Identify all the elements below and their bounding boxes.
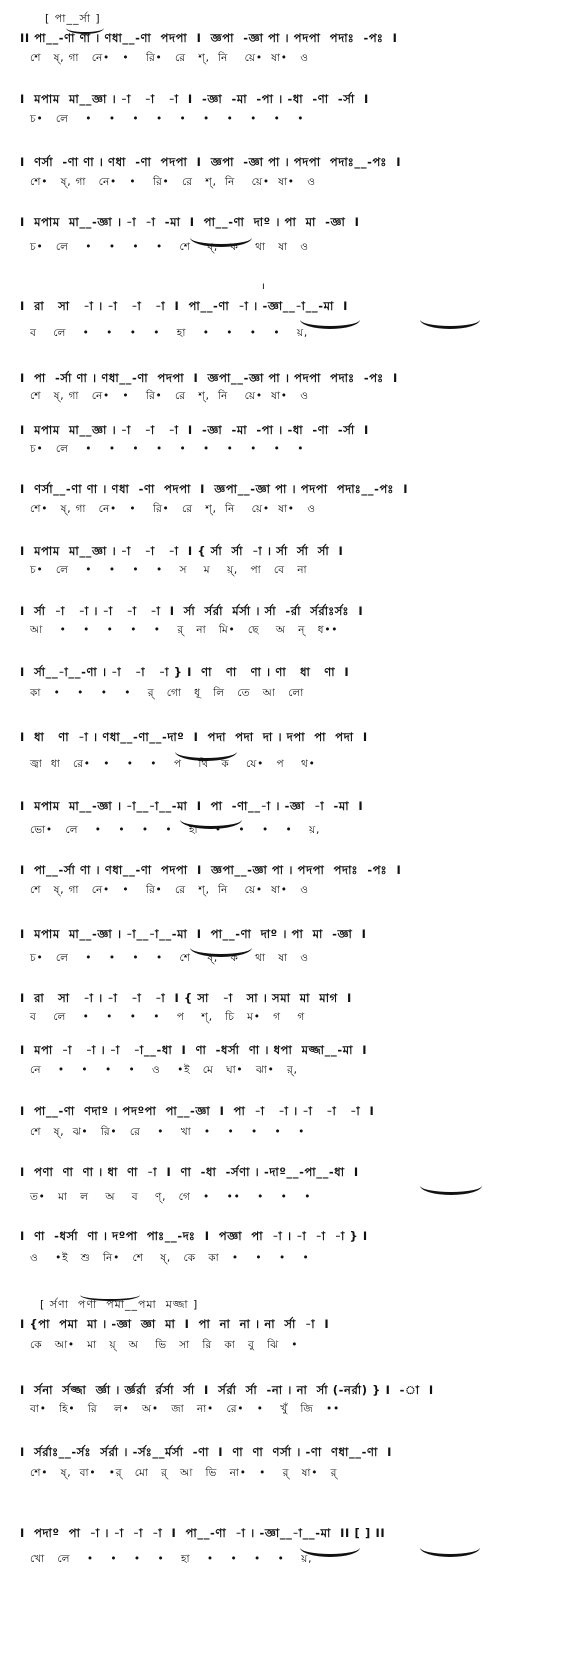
lyrics-line: ব লে • • • • হা • • • • য়, xyxy=(30,327,309,339)
notes-line: I রা সা -া । -া -া -া I { সা -া সা । সমা মা মাগ I xyxy=(20,991,352,1005)
intro-bracket: [ পা__র্সা ] xyxy=(45,12,101,25)
lyrics-line: শে• ষ্, গা নে• • রি• রে শ্, নি য়ে• ষা• ও xyxy=(30,176,316,188)
lyrics-line: শে• ষ্, গা নে• • রি• রে শ্, নি য়ে• ষা• ও xyxy=(30,503,316,515)
lyrics-line: শে ষ্, ঝ• রি• রে • খা • • • • • xyxy=(30,1126,306,1138)
lyrics-line: শে• ষ্, বা• •র্ মো র্ আ ভি না• • র্ ষা• র্ xyxy=(30,1467,338,1479)
notes-line: I মপাম মা__-জ্ঞা । -া -া -মা I পা__-ণা দাº । পা মা -জ্ঞা I xyxy=(20,215,360,229)
slur-arc xyxy=(190,228,252,247)
notes-line: I রা সা -া । -া -া -া I পা__-ণা -া । -জ্ঞা__-া__-মা I xyxy=(20,299,349,313)
slur-arc xyxy=(175,742,237,761)
slur-arc xyxy=(80,1289,140,1301)
notes-line: II পা__-ণা ণা । ণধা__-ণা পদপা I জ্ঞপা -জ্ঞা পা । পদপা পদাঃ -পঃ I xyxy=(20,31,398,45)
lyrics-line: ও •ই শু নি• শে ষ্, কে কা • • • • xyxy=(30,1252,310,1264)
notes-line: I পদাº পা -া । -া -া -া I পা__-ণা -া । -জ্ঞা__-া__-মা II [ ] II xyxy=(20,1526,386,1540)
slur-arc xyxy=(420,1538,480,1557)
lyrics-line: চ• লে • • • • • • • • • • xyxy=(30,443,305,455)
notes-line: I পণা ণা ণা । ধা ণা -া I ণা -ধা -র্সণা । -দাº__-পা__-ধা I xyxy=(20,1165,359,1179)
notes-line: I মপাম মা__জ্ঞা । -া -া -া I -জ্ঞা -মা -পা । -ধা -ণা -র্সা I xyxy=(20,423,369,437)
notes-line: I পা -র্সা ণা । ণধা__-ণা পদপা I জ্ঞপা__-জ্ঞা পা । পদপা পদাঃ -পঃ I xyxy=(20,371,398,385)
notes-line: I ণর্সা -ণা ণা । ণধা -ণা পদপা I জ্ঞপা -জ্ঞা পা । পদপা পদাঃ__-পঃ I xyxy=(20,155,402,169)
notes-line: I মপাম মা__জ্ঞা । -া -া -া I { র্সা র্সা -া । র্সা র্সা র্সা I xyxy=(20,544,344,558)
notes-line: I পা__-র্সা ণা । ণধা__-ণা পদপা I জ্ঞপা__-জ্ঞা পা । পদপা পদাঃ -পঃ I xyxy=(20,863,402,877)
tick-mark: ı xyxy=(262,281,265,292)
lyrics-line: চ• লে • • • • স ম য়্, পা বে না xyxy=(30,564,308,576)
notes-line: I র্সর্রাঃ__-র্সঃ র্সর্রা । -র্সঃ__র্মর্সা -ণা I ণা ণা ণর্সা । -ণা ণধা__-ণা I xyxy=(20,1445,392,1459)
slur-arc xyxy=(300,1538,360,1557)
slur-arc xyxy=(66,22,104,34)
lyrics-line: জ্বা ধা রে• • • • প থি ক যে• প থ• xyxy=(30,758,316,770)
lyrics-line: কে আ• মা য়্ অ ভি সা রি কা বু ঝি • xyxy=(30,1339,299,1351)
notes-line: I ণর্সা__-ণা ণা । ণধা -ণা পদপা I জ্ঞপা__-জ্ঞা পা । পদপা পদাঃ__-পঃ I xyxy=(20,482,409,496)
slur-arc xyxy=(300,310,360,329)
notes-line: I র্সনা র্সজ্জা র্জ্ঞা । র্জ্ঞর্রা র্রর্সা র্সা I র্সর্রা র্সা -না । না র্সা (-নর্রা) } I -া I xyxy=(20,1383,434,1397)
notes-line: I র্সা -া -া । -া -া -া I র্সা র্সর্রা র্মর্সা । র্সা -র্রা র্সর্রাঃর্সঃ I xyxy=(20,604,364,618)
lyrics-line: চ• লে • • • • শে ষ্, ক থা ষা ও xyxy=(30,241,309,253)
lyrics-line: ত• মা ল অ ব ণ্, গে • •• • • • xyxy=(30,1191,312,1203)
lyrics-line: ব লে • • • • প শ্, চি ম• গ গ xyxy=(30,1011,306,1023)
lyrics-line: চ• লে • • • • • • • • • • xyxy=(30,113,305,125)
notes-line: I পা__-ণা ণদাº । পদºপা পা__-জ্ঞা I পা -া -া । -া -া -া I xyxy=(20,1104,375,1118)
lyrics-line: কা • • • • র্ গো ধূ লি তে আ লো xyxy=(30,687,305,699)
notes-line: I ণা -ধর্সা ণা । দºপা পাঃ__-দঃ I পজ্ঞা পা -া । -া -া -া } I xyxy=(20,1229,368,1243)
slur-arc xyxy=(420,1176,482,1195)
notes-line: I র্সা__-া__-ণা । -া -া -া } I ণা ণা ণা । ণা ধা ণা I xyxy=(20,665,350,679)
lyrics-line: শে ষ্, গা নে• • রি• রে শ্, নি য়ে• ষা• ও xyxy=(30,390,309,402)
notes-line: I মপাম মা__-জ্ঞা । -া__-া__-মা I পা -ণা__-া । -জ্ঞা -া -মা I xyxy=(20,799,364,813)
lyrics-line: খো লে • • • • হা • • • • য়, xyxy=(30,1553,313,1565)
lyrics-line: ভো• লে • • • • হা • • • • য়, xyxy=(30,824,321,836)
notes-line: I {পা পমা মা । -জ্ঞা জ্ঞা মা I পা না না । না র্সা -া I xyxy=(20,1317,330,1331)
lyrics-line: শে ষ্, গা নে• • রি• রে শ্, নি য়ে• ষা• ও xyxy=(30,884,309,896)
notes-line: I ধা ণা -া । ণধা__-ণা__-দাº I পদা পদা দা । দপা পা পদা I xyxy=(20,730,368,744)
lyrics-line: আ • • • • • র্ না মি• ছে অ ন্ ধ•• xyxy=(30,624,339,636)
notes-line: I মপা -া -া । -া -া__-ধা I ণা -ধর্সা ণা । ধপা মজ্জা__-মা I xyxy=(20,1043,368,1057)
slur-arc xyxy=(190,938,252,957)
notes-line: I মপাম মা__জ্ঞা । -া -া -া I -জ্ঞা -মা -পা । -ধা -ণা -র্সা I xyxy=(20,92,369,106)
slur-arc xyxy=(420,310,480,329)
slur-arc xyxy=(180,810,242,829)
lyrics-line: চ• লে • • • • শে ষ্, ক থা ষা ও xyxy=(30,952,309,964)
lyrics-line: নে • • • • ও •ই মে ঘা• ঝা• র্, xyxy=(30,1064,298,1076)
section-bracket: [ র্সণা পণা পমা__পমা মজ্জা ] xyxy=(40,1298,199,1311)
lyrics-line: বা• হি• রি ল• অ• জা না• রে• • খুঁ জি •• xyxy=(30,1403,340,1415)
lyrics-line: শে ষ্, গা নে• • রি• রে শ্, নি য়ে• ষা• ও xyxy=(30,52,309,64)
notes-line: I মপাম মা__-জ্ঞা । -া__-া__-মা I পা__-ণা দাº । পা মা -জ্ঞা I xyxy=(20,927,367,941)
